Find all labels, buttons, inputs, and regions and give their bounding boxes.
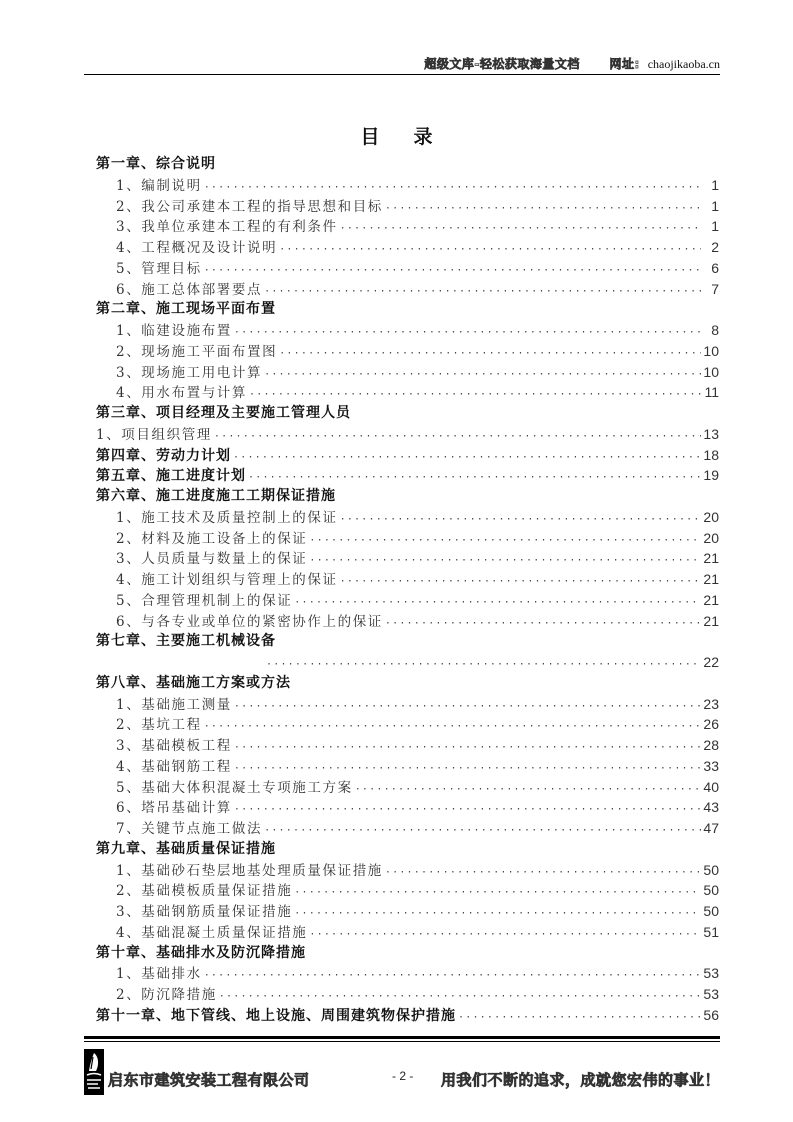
toc-entry-label: 5、基础大体积混凝土专项施工方案 <box>116 779 353 796</box>
toc-entry-row[interactable] <box>96 362 719 383</box>
toc-entry-label: 2、现场施工平面布置图 <box>116 343 278 360</box>
toc-page-number: 20 <box>703 529 719 546</box>
toc-page-number: 50 <box>703 861 719 878</box>
toc-page-number: 13 <box>703 425 719 442</box>
toc-entry-label: 4、用水布置与计算 <box>116 385 247 402</box>
toc-page-number: 18 <box>703 446 719 463</box>
toc-entry-row[interactable] <box>96 196 719 217</box>
toc-chapter-row[interactable] <box>96 299 719 320</box>
toc-page-number: 21 <box>703 591 719 608</box>
toc-page-number: 43 <box>703 799 719 816</box>
toc-chapter-row[interactable] <box>96 673 719 694</box>
toc-page-number: 1 <box>711 197 719 214</box>
toc-page-number: 1 <box>711 218 719 235</box>
footer-double-rule <box>84 1036 720 1042</box>
toc-entry-row[interactable] <box>96 507 719 528</box>
toc-page-number: 50 <box>703 903 719 919</box>
toc-page-number: 10 <box>703 363 719 380</box>
toc-entry-label: 2、基础模板质量保证措施 <box>116 883 293 900</box>
page-footer <box>84 1036 720 1097</box>
toc-entry-label: 2、防沉降措施 <box>116 987 217 1003</box>
toc-page-number: 28 <box>703 737 719 753</box>
toc-page-number: 23 <box>703 695 719 712</box>
toc-entry-row[interactable] <box>96 714 719 735</box>
toc-entry-label: 5、合理管理机制上的保证 <box>116 592 293 609</box>
toc-entry-row[interactable] <box>96 818 719 839</box>
toc-entry-label: 6、与各专业或单位的紧密协作上的保证 <box>116 613 383 630</box>
toc-page-number: 56 <box>703 1006 719 1023</box>
toc-entry-label: 3、我单位承建本工程的有利条件 <box>116 219 338 236</box>
toc-entry-row[interactable] <box>96 237 719 258</box>
toc-chapter-label: 第十章、基础排水及防沉降措施 <box>96 944 306 961</box>
toc-chapter-label: 第一章、综合说明 <box>96 156 216 172</box>
toc-entry-label: 4、施工计划组织与管理上的保证 <box>116 572 338 588</box>
header-url-link[interactable]: chaojikaoba.cn <box>647 57 720 71</box>
toc-entry-label: 4、工程概况及设计说明 <box>116 240 278 256</box>
toc-entry-label: 2、我公司承建本工程的指导思想和目标 <box>116 198 383 215</box>
toc-page-number: 20 <box>703 508 719 525</box>
toc-entry-row[interactable] <box>96 756 719 777</box>
toc-chapter-label: 第六章、施工进度施工工期保证措施 <box>96 488 336 504</box>
toc-entry-row[interactable] <box>96 922 719 943</box>
toc-page-number: 51 <box>703 923 719 940</box>
toc-page-number: 21 <box>703 612 719 629</box>
toc-chapter-row[interactable] <box>96 1005 719 1026</box>
toc-chapter-row[interactable] <box>96 943 719 964</box>
toc-page-number: 21 <box>703 550 719 567</box>
toc-chapter-label: 第八章、基础施工方案或方法 <box>96 674 291 691</box>
footer-slogan: 用我们不断的追求，成就您宏伟的事业！ <box>440 1071 720 1089</box>
toc-entry-row[interactable] <box>96 175 719 196</box>
toc-entry-label: 7、关键节点施工做法 <box>116 821 263 837</box>
toc-entry-row[interactable] <box>96 777 719 798</box>
toc-entry-row[interactable] <box>96 590 719 611</box>
toc-chapter-row[interactable] <box>96 839 719 860</box>
toc-chapter-label: 第十一章、地下管线、地上设施、周围建筑物保护措施 <box>96 1007 456 1024</box>
toc-entry-label: 1、项目组织管理 <box>96 426 212 443</box>
toc-page-number: 40 <box>703 778 719 795</box>
toc-entry-row[interactable] <box>96 860 719 881</box>
toc-entry-label: 1、基础排水 <box>116 966 202 983</box>
header-text <box>424 55 720 72</box>
toc-chapter-label: 第七章、主要施工机械设备 <box>96 633 276 650</box>
toc-entry-row[interactable] <box>96 320 719 341</box>
toc-page-number: 21 <box>703 571 719 587</box>
toc-entry-label: 3、基础模板工程 <box>116 738 232 754</box>
toc-chapter-label: 第四章、劳动力计划 <box>96 447 231 464</box>
toc-page-number: 11 <box>704 384 719 401</box>
toc-entry-row[interactable] <box>96 694 719 715</box>
footer-company-name: 启东市建筑安装工程有限公司 <box>108 1071 310 1089</box>
toc-entry-label: 6、施工总体部署要点 <box>116 281 263 298</box>
toc-entry-row[interactable] <box>96 735 719 756</box>
toc-page-number: 8 <box>711 322 719 338</box>
toc-entry-label: 6、塔吊基础计算 <box>116 800 232 817</box>
toc-entry-row[interactable] <box>96 279 719 300</box>
toc-entry-label: 4、基础混凝土质量保证措施 <box>116 924 308 941</box>
toc-entry-label: 5、管理目标 <box>116 260 202 277</box>
toc-page-number: 6 <box>711 259 719 276</box>
toc-page-number: 10 <box>703 342 719 359</box>
toc-entry-row[interactable] <box>96 901 719 922</box>
toc-chapter-row[interactable] <box>96 403 719 424</box>
toc-entry-label: 2、材料及施工设备上的保证 <box>116 530 308 547</box>
toc-entry-row[interactable] <box>96 797 719 818</box>
dot-leader <box>458 1008 701 1029</box>
page-number: - 2 - <box>392 1069 414 1083</box>
toc-entry-row[interactable] <box>96 569 719 590</box>
toc-chapter-label: 第三章、项目经理及主要施工管理人员 <box>96 405 351 421</box>
toc-page-number: 22 <box>703 654 719 670</box>
toc-page-number: 26 <box>703 716 719 733</box>
toc-page-number: 53 <box>703 986 719 1002</box>
page-header <box>84 52 720 75</box>
toc-chapter-row[interactable] <box>96 445 719 466</box>
toc-entry-label: 1、基础砂石垫层地基处理质量保证措施 <box>116 862 383 879</box>
toc-page-number: 19 <box>703 467 719 484</box>
toc-entry-label: 3、基础钢筋质量保证措施 <box>116 904 293 920</box>
toc-entry-label: 1、施工技术及质量控制上的保证 <box>116 509 338 526</box>
toc-page-number: 2 <box>711 239 719 255</box>
toc-entry-row[interactable] <box>96 341 719 362</box>
toc-entry-row[interactable] <box>96 424 719 445</box>
toc-entry-row[interactable] <box>96 963 719 984</box>
toc-chapter-row[interactable] <box>96 465 719 486</box>
toc-chapter-label: 第二章、施工现场平面布置 <box>96 301 276 318</box>
toc-page-number: 33 <box>703 757 719 774</box>
toc-entry-row[interactable] <box>96 880 719 901</box>
toc-entry-label: 3、现场施工用电计算 <box>116 364 263 381</box>
toc-entry-row[interactable] <box>96 216 719 237</box>
toc-page-number: 1 <box>711 176 719 193</box>
toc-entry-label: 2、基坑工程 <box>116 717 202 734</box>
toc-entry-row[interactable] <box>96 611 719 632</box>
table-of-contents <box>96 154 719 1026</box>
header-site-name: 超级文库-轻松获取海量文档 <box>424 57 580 71</box>
toc-entry-label: 1、临建设施布置 <box>116 323 232 339</box>
toc-chapter-label: 第九章、基础质量保证措施 <box>96 840 276 857</box>
toc-entry-row[interactable] <box>96 652 719 673</box>
sailboat-logo-icon <box>84 1049 104 1095</box>
toc-entry-label: 4、基础钢筋工程 <box>116 758 232 775</box>
toc-chapter-row[interactable] <box>96 154 719 175</box>
toc-chapter-row[interactable] <box>96 486 719 507</box>
toc-entry-row[interactable] <box>96 258 719 279</box>
toc-title: 目录 <box>360 126 467 148</box>
toc-entry-row[interactable] <box>96 984 719 1005</box>
toc-entry-row[interactable] <box>96 528 719 549</box>
toc-entry-label: 3、人员质量与数量上的保证 <box>116 551 308 568</box>
toc-page-number: 53 <box>703 965 719 982</box>
toc-page-number: 50 <box>703 882 719 899</box>
toc-entry-row[interactable] <box>96 382 719 403</box>
toc-entry-row[interactable] <box>96 548 719 569</box>
toc-page-number: 7 <box>711 280 719 297</box>
header-url-label: 网址: <box>609 57 640 71</box>
toc-entry-label: 1、基础施工测量 <box>116 696 232 713</box>
toc-chapter-label: 第五章、施工进度计划 <box>96 468 246 485</box>
toc-page-number: 47 <box>703 820 719 836</box>
toc-entry-label: 1、编制说明 <box>116 177 202 194</box>
toc-chapter-row[interactable] <box>96 631 719 652</box>
